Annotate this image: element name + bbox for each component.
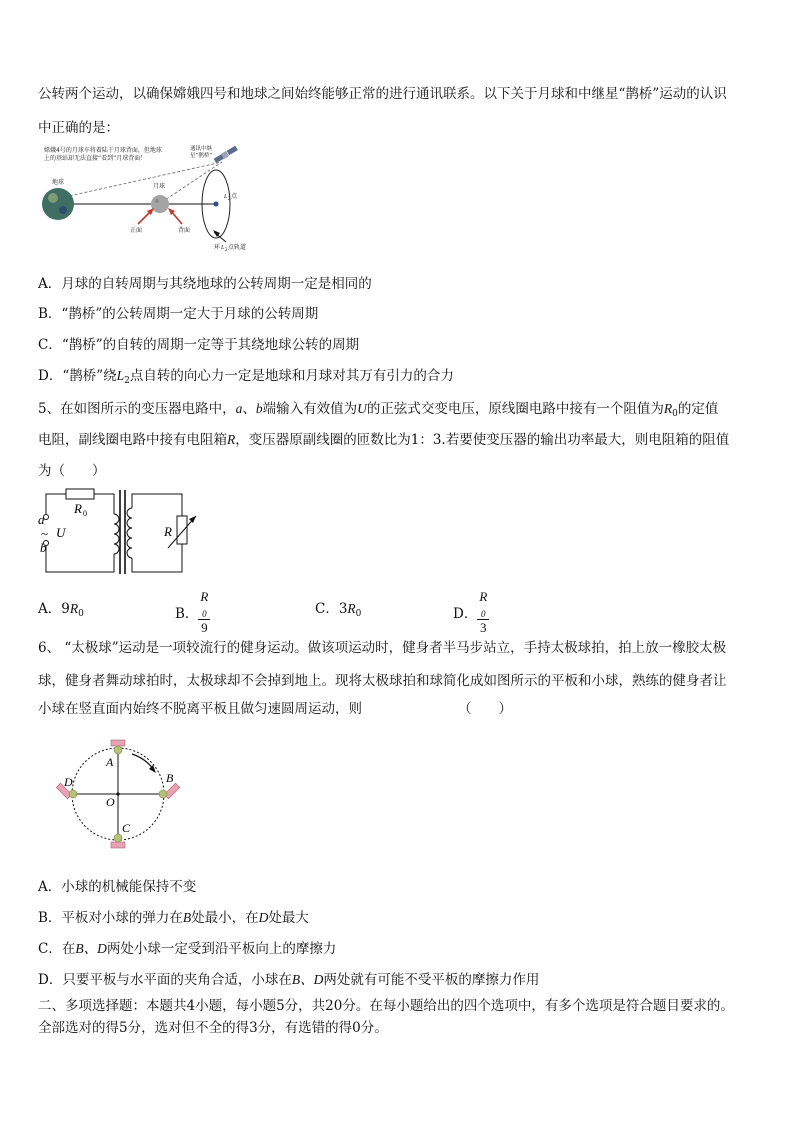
q5-option-b: B． R 0 9 — [175, 589, 209, 635]
svg-text:L: L — [221, 245, 225, 251]
svg-text:b: b — [40, 540, 47, 555]
q4-option-d: D．“鹊桥”绕$L_2$点自转的向心力一定是地球和月球对其万有引力的合力 — [38, 368, 454, 386]
svg-text:D: D — [64, 775, 73, 789]
q5-line-3: 为（ ） — [38, 463, 106, 479]
q6-option-b: B．平板对小球的弹力在B处最小，在D处最大 — [38, 910, 309, 926]
plate-a — [111, 740, 125, 746]
svg-text:星“鹊桥”: 星“鹊桥” — [190, 153, 213, 159]
transformer-circuit — [36, 486, 226, 578]
svg-text:背面: 背面 — [178, 227, 191, 234]
svg-text:0: 0 — [83, 509, 87, 518]
svg-text:R: R — [164, 524, 172, 539]
q6-line-3: 小球在竖直面内始终不脱离平板且做匀速圆周运动，则 （ ） — [38, 701, 512, 717]
q5-option-a: A．$9R_0$ — [38, 601, 84, 619]
resistor-box — [177, 516, 187, 544]
plate-c — [111, 842, 125, 848]
q6-line-2: 球，健身者舞动球拍时，太极球却不会掉到地上。现将太极球拍和球简化成如图所示的平板和小球，熟练的健身者让 — [38, 673, 727, 689]
moon-icon — [151, 195, 169, 213]
q6-option-d: D．只要平板与水平面的夹角合适，小球在B、D两处就有可能不受平板的摩擦力作用 — [38, 972, 540, 988]
plate-b — [164, 783, 180, 799]
q4-option-a: A．月球的自转周期与其绕地球的公转周期一定是相同的 — [38, 276, 372, 292]
q6-option-a: A．小球的机械能保持不变 — [38, 879, 197, 895]
svg-text:正面: 正面 — [130, 227, 143, 234]
q6-option-c: C．在B、D两处小球一定受到沿平板向上的摩擦力 — [38, 941, 337, 957]
earth-icon — [42, 188, 74, 220]
svg-text:2: 2 — [225, 247, 228, 252]
diagram-note-1: 嫦娥4号的月球车将着陆于月球背面，但地球 — [44, 147, 162, 154]
svg-text:通讯中继: 通讯中继 — [190, 146, 213, 152]
q5-option-d: D． R 0 3 — [453, 589, 488, 635]
svg-text:~: ~ — [41, 526, 49, 541]
svg-text:月球: 月球 — [153, 183, 166, 190]
taiji-ball-diagram — [56, 734, 186, 850]
r0-resistor — [66, 489, 94, 499]
svg-text:L: L — [224, 194, 228, 200]
svg-text:U: U — [56, 525, 66, 540]
intro-line-1: 公转两个运动，以确保嫦娥四号和地球之间始终能够正常的进行通讯联系。以下关于月球和中继星“鹊桥”运动的认识 — [38, 86, 727, 102]
q4-option-c: C．“鹊桥”的自转的周期一定等于其绕地球公转的周期 — [38, 337, 360, 353]
satellite-icon — [214, 146, 238, 163]
svg-text:地球: 地球 — [52, 179, 65, 186]
diagram-note-2: 上的基站却无法直接“看到”月球背面！ — [44, 155, 147, 162]
q4-option-b: B．“鹊桥”的公转周期一定大于月球的公转周期 — [38, 306, 319, 322]
svg-text:a: a — [38, 512, 45, 527]
q5-option-c: C．$3R_0$ — [315, 601, 362, 619]
q6-line-1: 6、 “太极球”运动是一项较流行的健身运动。做该项运动时，健身者半马步站立，手持太极球拍，拍上放一橡胶太极 — [38, 640, 727, 656]
section2-line-2: 全部选对的得5分，选对但不全的得3分，有选错的得0分。 — [38, 1020, 388, 1036]
svg-text:R: R — [74, 501, 82, 516]
q5-line-2: 电阻，副线圈电路中接有电阻箱R，变压器原副线圈的匝数比为1：3.若要使变压器的输出功率最大，则电阻箱的阻值 — [38, 432, 730, 448]
section2-line-1: 二、多项选择题：本题共4小题，每小题5分，共20分。在每小题给出的四个选项中，有多个选项是符合题目要求的。 — [38, 998, 734, 1014]
intro-line-2: 中正确的是： — [38, 120, 119, 136]
svg-text:环: 环 — [214, 244, 221, 251]
relay-satellite-diagram — [38, 140, 260, 252]
svg-text:点: 点 — [231, 193, 238, 200]
svg-text:A: A — [106, 755, 114, 769]
svg-text:2: 2 — [228, 196, 231, 201]
svg-text:B: B — [166, 771, 174, 785]
svg-text:O: O — [106, 795, 115, 809]
svg-text:点轨道: 点轨道 — [228, 244, 247, 251]
svg-text:C: C — [122, 821, 131, 835]
q5-line-1: 5、在如图所示的变压器电路中，a、b端输入有效值为U的正弦式交变电压，原线圈电路中接有一个阻值为$R_0$的定值 — [38, 401, 719, 419]
